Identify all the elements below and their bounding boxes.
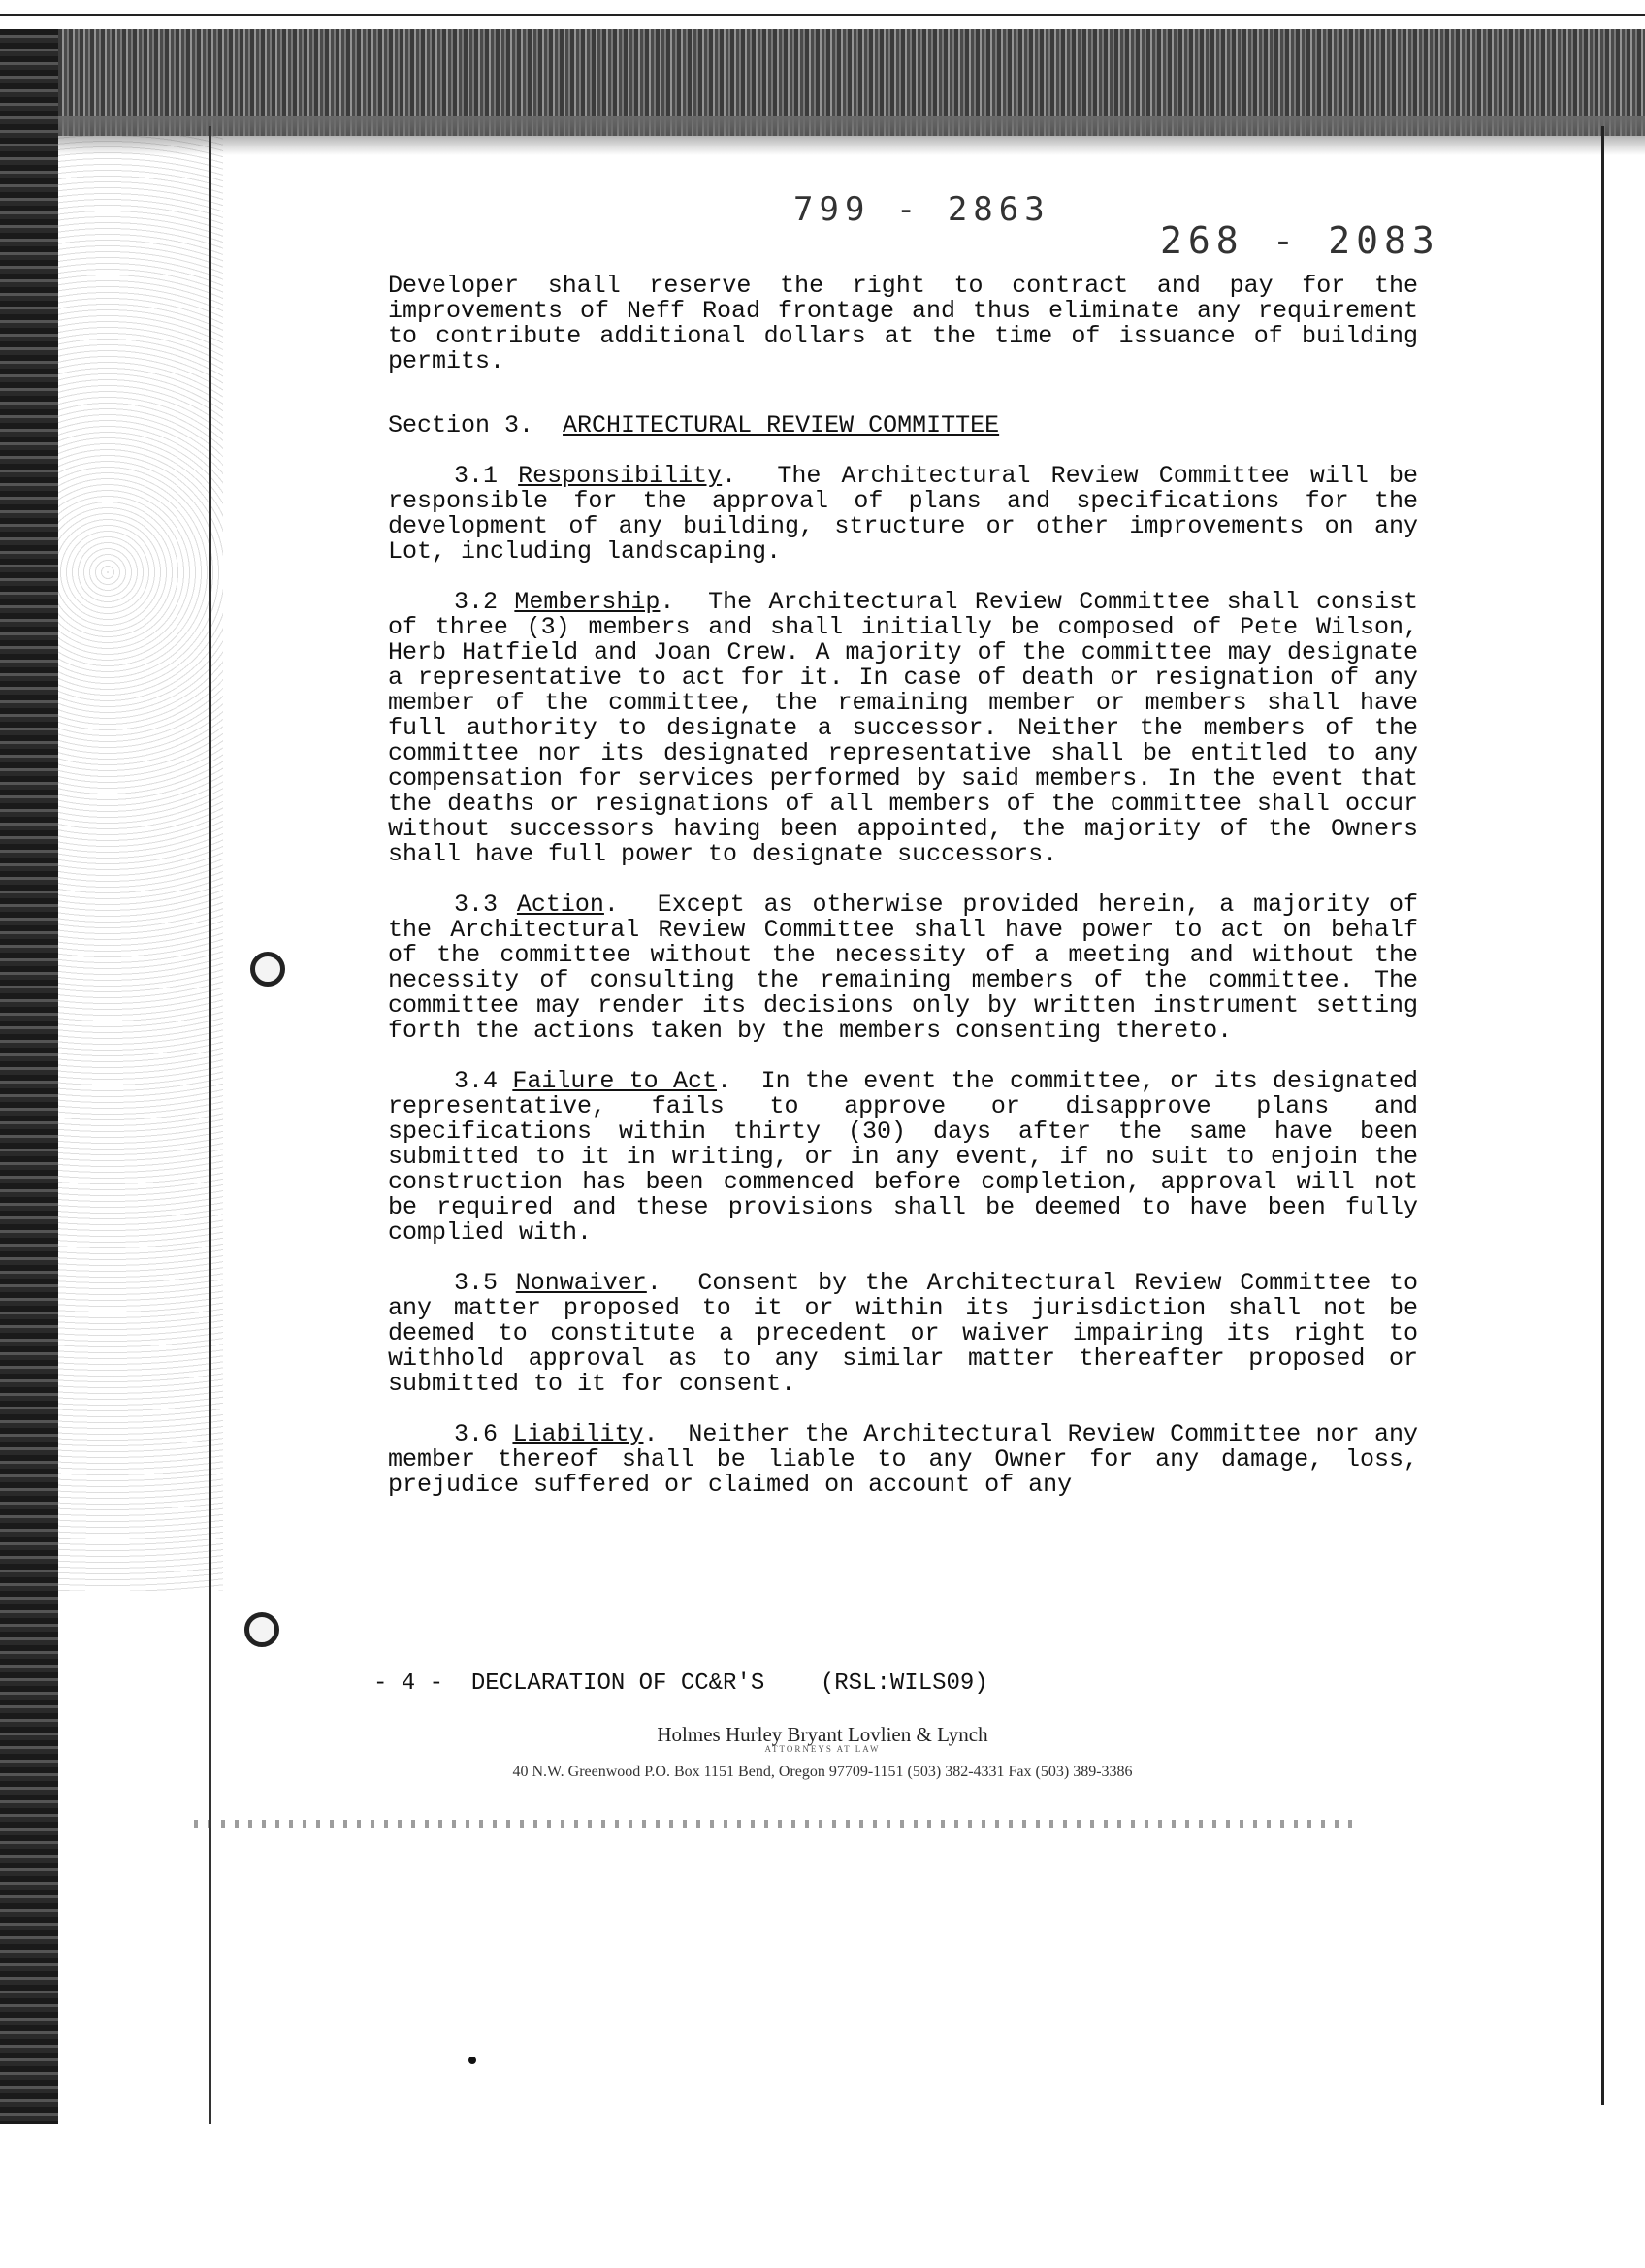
subsection-3-3: 3.3 Action. Except as otherwise provided herein, a majority of the Architectural Review Committee shall have power to act on behalf of the committee without the necessity of a meeting and without the necessity of consulting the remaining members of the committee. The committee may render its decisions only by written instrument setting forth the actions taken by the members consenting thereto. [388,891,1418,1045]
subsection-heading: Liability [512,1420,644,1448]
section-number: Section 3. [388,411,534,439]
recording-stamp-right: 268 - 2083 [1160,219,1440,262]
top-rule [0,14,1645,16]
subsection-heading: Nonwaiver [515,1269,647,1297]
subsection-3-2: 3.2 Membership. The Architectural Review Committee shall consist of three (3) members and shall initially be composed of Pete Wilson, Herb Hatfield and Joan Crew. A majority of the committee may designate a representative to act for it. In case of death or resignation of any member of the committee, the remaining member or members shall have full authority to designate a successor. Neither the members of the committee nor its designated representative shall be entitled to any compensation for services performed by said members. In the event that the deaths or resignations of all members of the committee shall occur without successors having been appointed, the majority of the Owners shall have full power to designate successors. [388,588,1418,868]
scan-artifact-left-edge [0,29,58,2124]
letterhead-firm: Holmes Hurley Bryant Lovlien & Lynch [657,1723,988,1746]
subsection-number: 3.5 [454,1269,499,1297]
letterhead-subtitle: ATTORNEYS AT LAW [764,1744,881,1754]
subsection-3-1: 3.1 Responsibility. The Architectural Review Committee will be responsible for the approval of plans and specifications for the development of any building, structure or other improvements on any Lot, including landscaping. [388,462,1418,566]
section-heading [388,413,1418,438]
subsection-body: Except as otherwise provided herein, a majority of the Architectural Review Committee shall have power to act on behalf of the committee without the necessity of a meeting and without the necessity of consulting the remaining members of the committee. The committee may render its decisions only by written instrument setting forth the actions taken by the members consenting thereto. [388,891,1418,1045]
subsection-heading: Membership [514,588,661,616]
subsection-number: 3.2 [454,588,499,616]
subsection-number: 3.1 [454,462,499,490]
recording-stamp-center: 799 - 2863 [793,190,1050,229]
subsection-body: The Architectural Review Committee shall consist of three (3) members and shall initially be composed of Pete Wilson, Herb Hatfield and Joan Crew. A majority of the committee may designate a representative to act for it. In case of death or resignation of any member of the committee, the remaining member or members shall have full authority to designate a successor. Neither the members of the committee nor its designated representative shall be entitled to any compensation for services performed by said members. In the event that the deaths or resignations of all members of the committee shall occur without successors having been appointed, the majority of the Owners shall have full power to designate successors. [388,588,1418,868]
intro-paragraph: Developer shall reserve the right to contract and pay for the improvements of Neff Road frontage and thus eliminate any requirement to contribute additional dollars at the time of issuance of building permits. [388,272,1418,375]
page-footer: - 4 - DECLARATION OF CC&R'S (RSL:WILS09) [373,1670,988,1697]
page-edge-right [1601,126,1604,2105]
letterhead-address: 40 N.W. Greenwood P.O. Box 1151 Bend, Oregon 97709-1151 (503) 382-4331 Fax (503) 389-3386 [512,1764,1133,1780]
scan-dot [468,2057,476,2064]
subsection-3-6: 3.6 Liability. Neither the Architectural Review Committee nor any member thereof shall be liable to any Owner for any damage, loss, prejudice suffered or claimed on account of any [388,1420,1418,1499]
section-title: ARCHITECTURAL REVIEW COMMITTEE [563,411,1000,439]
document-body [388,274,1418,1498]
subsection-3-4: 3.4 Failure to Act. In the event the committee, or its designated representative, fails to approve or disapprove plans and specifications within thirty (30) days after the same have been submitted to it in writing, or in any event, if no suit to enjoin the construction has been commenced before completion, approval will not be required and these provisions shall be deemed to have been fully complied with. [388,1067,1418,1247]
subsection-body: In the event the committee, or its designated representative, fails to approve or disapprove plans and specifications within thirty (30) days after the same have been submitted to it in writing, or in any event, if no suit to enjoin the construction has been commenced before completion, approval will not be required and these provisions shall be deemed to have been fully complied with. [388,1067,1418,1247]
subsection-body: The Architectural Review Committee will be responsible for the approval of plans and specifications for the development of any building, structure or other improvements on any Lot, including landscaping. [388,462,1418,566]
subsection-number: 3.3 [454,891,499,919]
subsection-body: Neither the Architectural Review Committee nor any member thereof shall be liable to any Owner for any damage, loss, prejudice suffered or claimed on account of any [388,1420,1418,1499]
scan-artifact-fade [0,116,1645,155]
subsection-3-5: 3.5 Nonwaiver. Consent by the Architectural Review Committee to any matter proposed to it or within its jurisdiction shall not be deemed to constitute a precedent or waiver impairing its right to withhold approval as to any similar matter thereafter proposed or submitted to it for consent. [388,1269,1418,1398]
scan-speckle [58,136,223,1591]
binder-hole-lower [244,1612,279,1647]
subsection-heading: Failure to Act [512,1067,718,1095]
subsection-number: 3.4 [454,1067,499,1095]
subsection-heading: Action [516,891,604,919]
scan-artifact-bottom [194,1820,1358,1828]
binder-hole-upper [250,952,285,987]
subsection-body: Consent by the Architectural Review Committee to any matter proposed to it or within its jurisdiction shall not be deemed to constitute a precedent or waiver impairing its right to withhold approval as to any similar matter thereafter proposed or submitted to it for consent. [388,1269,1418,1398]
subsection-heading: Responsibility [518,462,723,490]
subsection-number: 3.6 [454,1420,499,1448]
